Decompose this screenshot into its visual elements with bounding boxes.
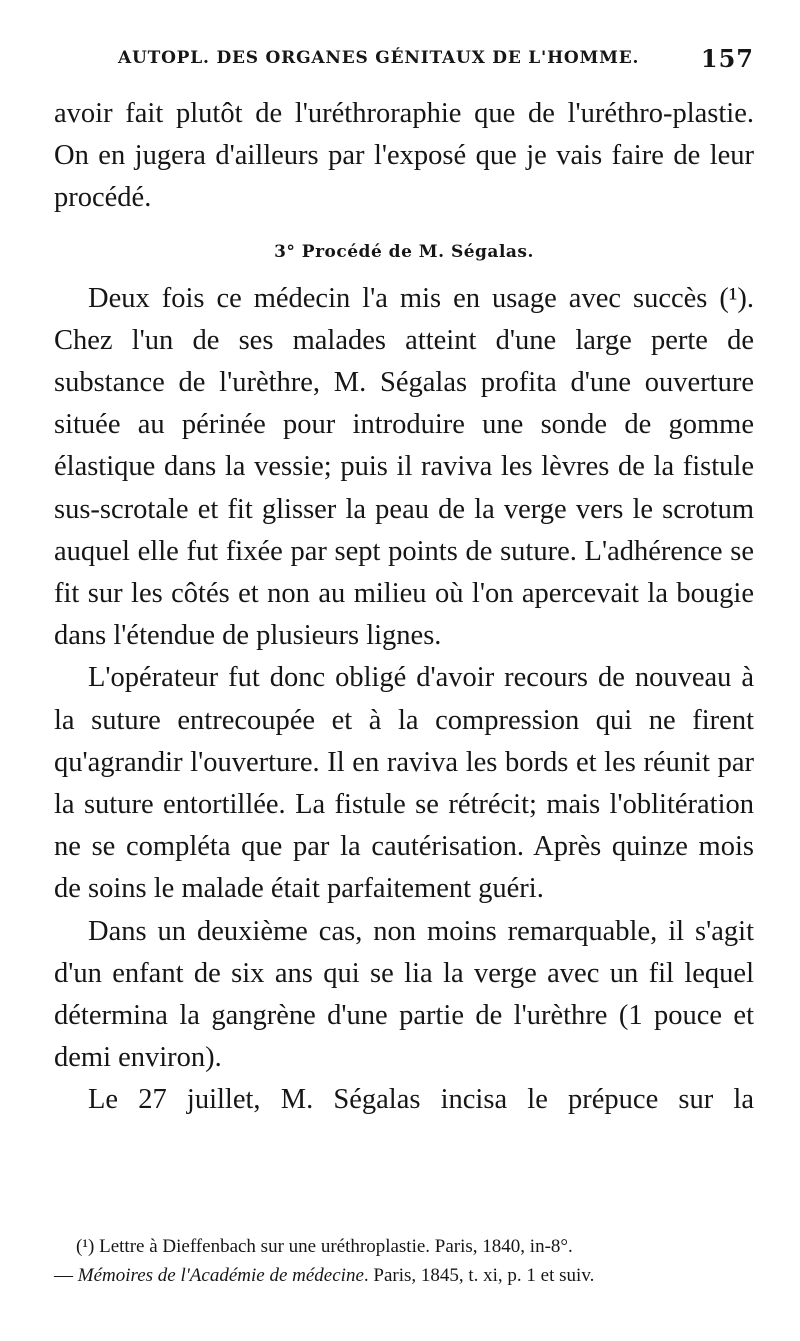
paragraph-intro: avoir fait plutôt de l'uréthroraphie que de l'uréthro-plastie. On en jugera d'ailleurs par l'exposé que je vais faire de leur procédé. xyxy=(54,98,754,214)
footnote-2 xyxy=(54,1261,754,1290)
paragraph-1: Deux fois ce médecin l'a mis en usage avec succès (¹). Chez l'un de ses malades atteint d'une large perte de substance de l'urèthre, M. Ségalas profita d'une ouverture située au périnée pour introduire une sonde de gomme élastique dans la vessie; puis il raviva les lèvres de la fistule sus-scrotale et fit glisser la peau de la verge vers le scrotum auquel elle fut fixée par sept points de suture. L'adhérence se fit sur les côtés et non au milieu où l'on apercevait la bougie dans l'étendue de plusieurs lignes. xyxy=(54,282,754,652)
section-heading: 3° Procédé de M. Ségalas. xyxy=(274,241,534,262)
footnote-2-prefix: — xyxy=(54,1265,78,1286)
paragraph-2: L'opérateur fut donc obligé d'avoir recours de nouveau à la suture entrecoupée et à la compression qui ne firent qu'agrandir l'ouverture. Il en raviva les bords et les réunit par la suture entortillée. La fistule se rétrécit; mais l'oblitération ne se compléta que par la cautérisation. Après quinze mois de soins le malade était parfaitement guéri. xyxy=(54,662,754,905)
book-page xyxy=(54,0,754,1341)
page-number: 157 xyxy=(700,44,754,73)
body-text xyxy=(54,93,754,1122)
paragraph-3: Dans un deuxième cas, non moins remarquable, il s'agit d'un enfant de six ans qui se lia la verge avec un fil lequel détermina la gangrène d'une partie de l'urèthre (1 pouce et demi environ). xyxy=(54,915,754,1074)
footnotes xyxy=(54,1232,754,1290)
paragraph-4: Le 27 juillet, M. Ségalas incisa le prépuce sur la xyxy=(88,1084,754,1116)
footnote-2-rest: . Paris, 1845, t. xi, p. 1 et suiv. xyxy=(363,1265,595,1286)
footnote-1: (¹) Lettre à Dieffenbach sur une uréthroplastie. Paris, 1840, in-8°. xyxy=(76,1236,573,1257)
footnote-2-title: Mémoires de l'Académie de médecine xyxy=(77,1265,364,1286)
running-head xyxy=(118,44,754,76)
running-title: AUTOPL. DES ORGANES GÉNITAUX DE L'HOMME. xyxy=(118,48,640,68)
